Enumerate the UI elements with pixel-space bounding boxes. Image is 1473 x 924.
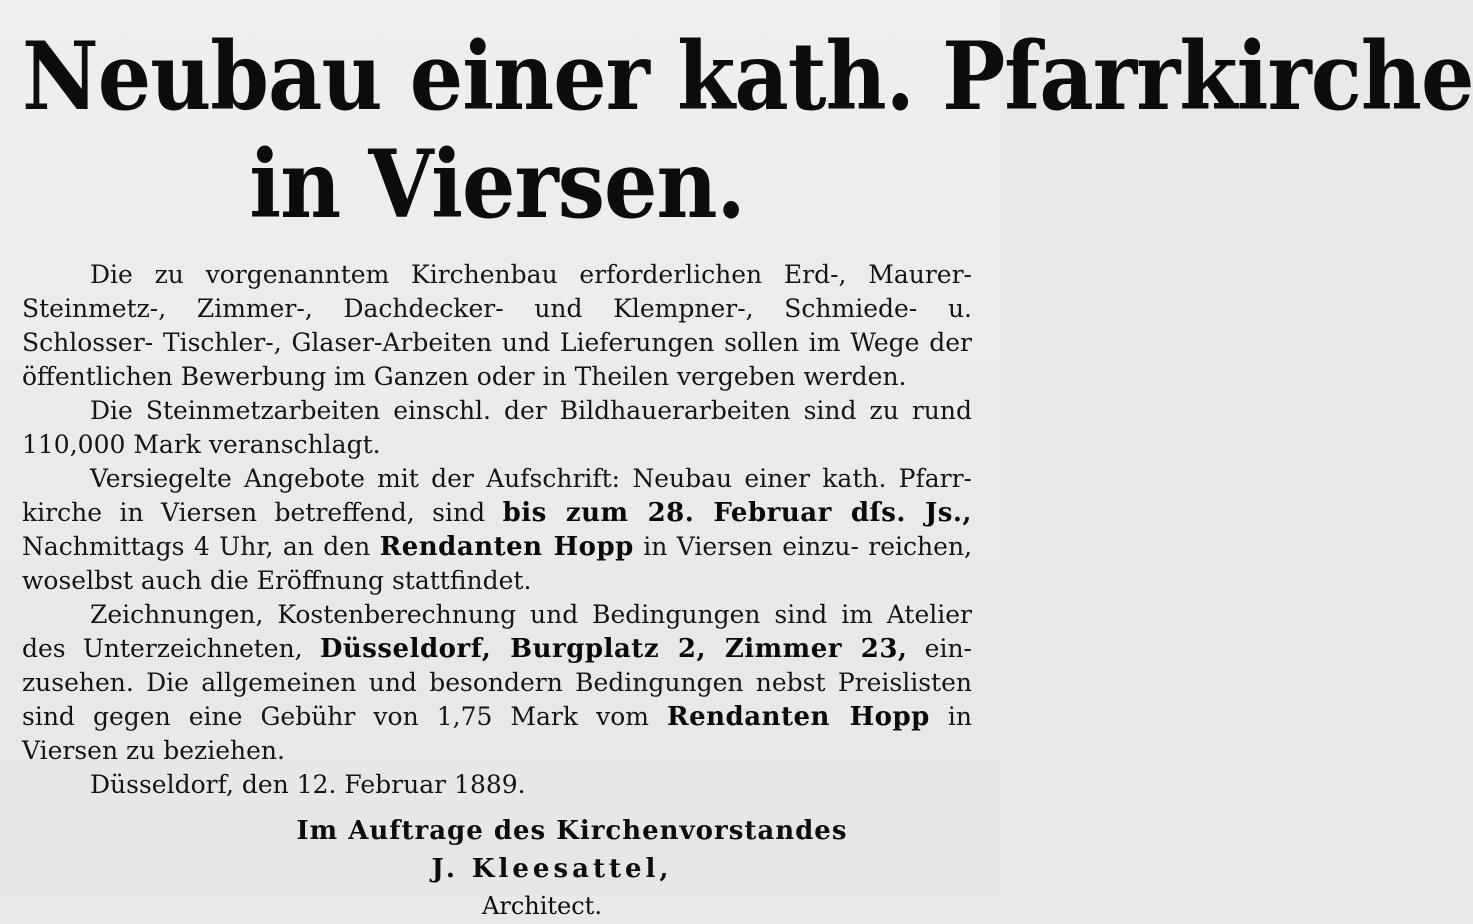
- drawings-text-1: Zeichnungen, Kostenberechnung und Bedingungen sind im Atelier des Unterzeichneten,: [22, 600, 972, 663]
- rendant-name-2: Rendanten Hopp: [667, 702, 930, 732]
- headline-line-1: Neubau einer kath. Pfarrkirche: [22, 20, 1473, 132]
- paragraph-drawings: [22, 598, 972, 768]
- offers-text-2: Nachmittags 4 Uhr, an den: [22, 532, 380, 561]
- drawings-text-3: in Viersen zu beziehen.: [22, 702, 972, 765]
- paragraph-offers: [22, 462, 972, 598]
- atelier-address: Düsseldorf, Burgplatz 2, Zimmer 23,: [319, 634, 908, 664]
- offers-text-3: in Viersen einzu- reichen, woselbst auch die Eröffnung stattfindet.: [22, 532, 972, 595]
- signature-name: J. Kleesattel,: [431, 854, 673, 884]
- offers-text-1: Versiegelte Angebote mit der Aufschrift: Neubau einer kath. Pfarr- kirche in Viersen betreffend, sind: [22, 464, 972, 527]
- signature-commission: Im Auftrage des Kirchenvorstandes: [296, 816, 848, 846]
- paragraph-works: Die zu vorgenanntem Kirchenbau erforderlichen Erd-, Maurer- Steinmetz-, Zimmer-, Dachdecker- und Klempner-, Schmiede- u. Schlosser- Tischler-, Glaser-Arbeiten und Lieferungen sollen im Wege der öffentlichen Bewerbung im Ganzen oder in Theilen vergeben werden.: [22, 260, 972, 391]
- dateline: Düsseldorf, den 12. Februar 1889.: [90, 770, 526, 799]
- drawings-text-2: ein- zusehen. Die allgemeinen und besondern Bedingungen nebst Preislisten sind gegen eine Gebühr von 1,75 Mark vom: [22, 634, 972, 731]
- signature-title: Architect.: [482, 892, 602, 920]
- signature-block: [22, 812, 972, 924]
- paragraph-estimate: Die Steinmetzarbeiten einschl. der Bildhauerarbeiten sind zu rund 110,000 Mark veranschlagt.: [22, 396, 972, 459]
- rendant-name: Rendanten Hopp: [379, 532, 634, 562]
- deadline-text: bis zum 28. Februar dſs. Js.,: [502, 498, 972, 528]
- headline-line-2: in Viersen.: [249, 128, 745, 240]
- notice-body: [22, 258, 972, 802]
